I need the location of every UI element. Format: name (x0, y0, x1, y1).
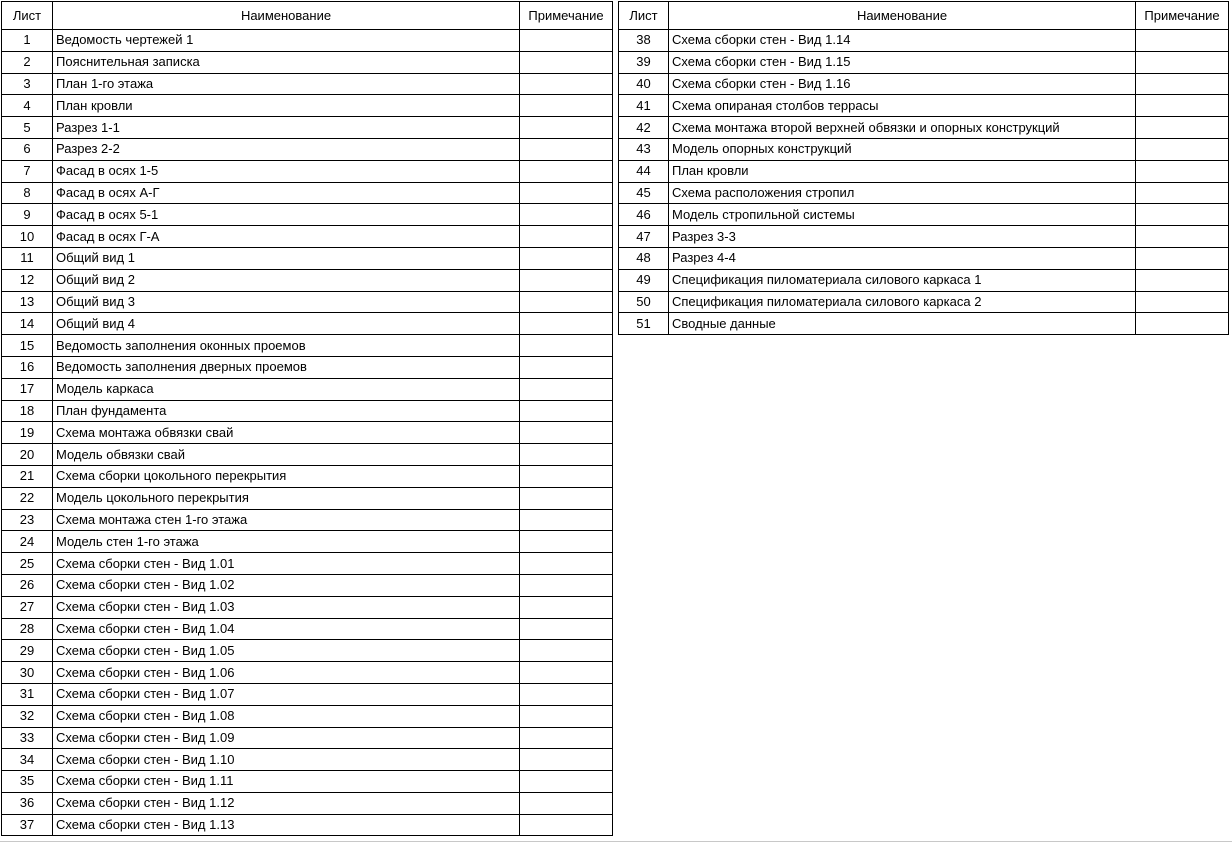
table-row (2, 640, 613, 662)
sheet-number-cell: 16 (2, 356, 53, 378)
sheet-note-cell (520, 95, 613, 117)
table-row (619, 95, 1229, 117)
sheet-name-cell: Схема сборки стен - Вид 1.16 (669, 73, 1136, 95)
table-row (2, 618, 613, 640)
sheet-number-cell: 3 (2, 73, 53, 95)
sheet-note-cell (520, 749, 613, 771)
sheet-name-cell: Схема сборки стен - Вид 1.05 (53, 640, 520, 662)
sheet-note-cell (1136, 51, 1229, 73)
table-row (2, 662, 613, 684)
sheet-name-cell: Схема монтажа стен 1-го этажа (53, 509, 520, 531)
sheet-number-cell: 6 (2, 138, 53, 160)
sheet-number-cell: 39 (619, 51, 669, 73)
sheet-name-cell: Фасад в осях Г-А (53, 226, 520, 248)
sheet-name-cell: Схема сборки стен - Вид 1.04 (53, 618, 520, 640)
table-row (2, 792, 613, 814)
sheet-number-cell: 25 (2, 553, 53, 575)
table-row (2, 335, 613, 357)
sheet-number-cell: 51 (619, 313, 669, 335)
table-body-left (2, 30, 613, 836)
sheet-note-cell (520, 509, 613, 531)
sheet-note-cell (1136, 313, 1229, 335)
sheet-number-cell: 24 (2, 531, 53, 553)
sheet-name-cell: Схема монтажа второй верхней обвязки и опорных конструкций (669, 117, 1136, 139)
sheet-name-cell: Фасад в осях 1-5 (53, 160, 520, 182)
sheet-name-cell: Ведомость чертежей 1 (53, 30, 520, 52)
sheet-name-cell: Схема сборки стен - Вид 1.08 (53, 705, 520, 727)
header-note: Примечание (520, 2, 613, 30)
sheet-name-cell: План кровли (53, 95, 520, 117)
sheet-number-cell: 17 (2, 378, 53, 400)
table-header-row (619, 2, 1229, 30)
sheet-name-cell: Схема сборки стен - Вид 1.15 (669, 51, 1136, 73)
sheet-note-cell (520, 727, 613, 749)
table-row (2, 509, 613, 531)
sheet-note-cell (520, 117, 613, 139)
sheet-name-cell: Разрез 4-4 (669, 247, 1136, 269)
table-row (2, 553, 613, 575)
sheet-name-cell: Схема расположения стропил (669, 182, 1136, 204)
table-row (619, 313, 1229, 335)
sheet-note-cell (1136, 226, 1229, 248)
sheet-name-cell: Общий вид 2 (53, 269, 520, 291)
sheet-note-cell (1136, 291, 1229, 313)
header-sheet: Лист (619, 2, 669, 30)
table-row (619, 269, 1229, 291)
sheet-number-cell: 28 (2, 618, 53, 640)
sheet-number-cell: 4 (2, 95, 53, 117)
table-row (2, 378, 613, 400)
sheet-note-cell (1136, 30, 1229, 52)
sheet-name-cell: План кровли (669, 160, 1136, 182)
sheet-number-cell: 34 (2, 749, 53, 771)
sheet-number-cell: 40 (619, 73, 669, 95)
table-row (2, 749, 613, 771)
sheet-note-cell (520, 553, 613, 575)
table-row (2, 596, 613, 618)
sheet-number-cell: 45 (619, 182, 669, 204)
table-body-right (619, 30, 1229, 335)
sheet-note-cell (520, 487, 613, 509)
header-sheet: Лист (2, 2, 53, 30)
table-row (2, 30, 613, 52)
sheet-number-cell: 41 (619, 95, 669, 117)
sheet-note-cell (1136, 95, 1229, 117)
table-row (2, 574, 613, 596)
table-row (619, 138, 1229, 160)
sheet-note-cell (1136, 182, 1229, 204)
sheet-note-cell (520, 291, 613, 313)
sheet-name-cell: Модель каркаса (53, 378, 520, 400)
sheet-name-cell: Ведомость заполнения дверных проемов (53, 356, 520, 378)
sheet-number-cell: 26 (2, 574, 53, 596)
sheet-number-cell: 36 (2, 792, 53, 814)
sheet-name-cell: Модель цокольного перекрытия (53, 487, 520, 509)
table-row (2, 313, 613, 335)
table-row (619, 30, 1229, 52)
sheet-number-cell: 29 (2, 640, 53, 662)
bottom-divider (0, 841, 1232, 842)
sheet-name-cell: Схема сборки стен - Вид 1.13 (53, 814, 520, 836)
sheet-note-cell (520, 204, 613, 226)
table-row (2, 51, 613, 73)
sheet-note-cell (520, 30, 613, 52)
sheet-number-cell: 10 (2, 226, 53, 248)
sheet-number-cell: 47 (619, 226, 669, 248)
sheet-number-cell: 30 (2, 662, 53, 684)
sheet-name-cell: Схема сборки стен - Вид 1.10 (53, 749, 520, 771)
sheet-name-cell: Разрез 2-2 (53, 138, 520, 160)
sheet-note-cell (1136, 138, 1229, 160)
sheet-note-cell (1136, 73, 1229, 95)
table-row (2, 138, 613, 160)
sheet-number-cell: 8 (2, 182, 53, 204)
sheet-note-cell (520, 662, 613, 684)
table-row (2, 771, 613, 793)
sheet-number-cell: 12 (2, 269, 53, 291)
sheet-note-cell (1136, 160, 1229, 182)
table-row (619, 247, 1229, 269)
sheet-note-cell (520, 792, 613, 814)
sheet-note-cell (1136, 247, 1229, 269)
table-row (2, 727, 613, 749)
sheet-name-cell: Модель обвязки свай (53, 444, 520, 466)
sheet-note-cell (520, 618, 613, 640)
table-row (2, 487, 613, 509)
sheet-number-cell: 43 (619, 138, 669, 160)
table-row (619, 226, 1229, 248)
sheet-name-cell: Общий вид 3 (53, 291, 520, 313)
table-row (619, 117, 1229, 139)
table-row (2, 160, 613, 182)
sheet-name-cell: Схема опираная столбов террасы (669, 95, 1136, 117)
sheet-number-cell: 11 (2, 247, 53, 269)
table-row (2, 356, 613, 378)
table-row (619, 73, 1229, 95)
sheet-number-cell: 2 (2, 51, 53, 73)
sheet-note-cell (520, 160, 613, 182)
sheet-name-cell: Схема сборки стен - Вид 1.07 (53, 683, 520, 705)
sheet-name-cell: Пояснительная записка (53, 51, 520, 73)
sheet-number-cell: 1 (2, 30, 53, 52)
sheet-name-cell: Схема сборки цокольного перекрытия (53, 465, 520, 487)
sheet-note-cell (520, 247, 613, 269)
sheet-number-cell: 49 (619, 269, 669, 291)
sheet-number-cell: 23 (2, 509, 53, 531)
sheet-number-cell: 42 (619, 117, 669, 139)
sheet-name-cell: План 1-го этажа (53, 73, 520, 95)
drawings-list-table-left (1, 1, 613, 836)
sheet-name-cell: Сводные данные (669, 313, 1136, 335)
sheet-note-cell (520, 640, 613, 662)
sheet-name-cell: Модель стен 1-го этажа (53, 531, 520, 553)
table-row (2, 814, 613, 836)
header-name: Наименование (669, 2, 1136, 30)
sheet-number-cell: 14 (2, 313, 53, 335)
table-row (2, 73, 613, 95)
sheet-name-cell: План фундамента (53, 400, 520, 422)
sheet-note-cell (520, 400, 613, 422)
table-row (2, 400, 613, 422)
sheet-name-cell: Спецификация пиломатериала силового каркаса 2 (669, 291, 1136, 313)
table-row (2, 705, 613, 727)
table-row (2, 247, 613, 269)
table-row (619, 182, 1229, 204)
sheet-number-cell: 48 (619, 247, 669, 269)
sheet-note-cell (520, 335, 613, 357)
sheet-number-cell: 7 (2, 160, 53, 182)
sheet-note-cell (520, 531, 613, 553)
sheet-number-cell: 9 (2, 204, 53, 226)
table-row (619, 160, 1229, 182)
table-row (2, 465, 613, 487)
table-row (619, 204, 1229, 226)
sheet-note-cell (520, 596, 613, 618)
sheet-name-cell: Фасад в осях 5-1 (53, 204, 520, 226)
table-row (2, 444, 613, 466)
sheet-name-cell: Ведомость заполнения оконных проемов (53, 335, 520, 357)
drawings-list-table-right (618, 1, 1229, 335)
sheet-number-cell: 37 (2, 814, 53, 836)
table-row (2, 531, 613, 553)
sheet-number-cell: 31 (2, 683, 53, 705)
sheet-name-cell: Схема сборки стен - Вид 1.03 (53, 596, 520, 618)
sheet-number-cell: 13 (2, 291, 53, 313)
sheet-note-cell (1136, 269, 1229, 291)
sheet-name-cell: Общий вид 4 (53, 313, 520, 335)
sheet-name-cell: Схема сборки стен - Вид 1.02 (53, 574, 520, 596)
sheet-note-cell (520, 226, 613, 248)
sheet-note-cell (520, 705, 613, 727)
table-header-row (2, 2, 613, 30)
table-row (2, 95, 613, 117)
sheet-note-cell (520, 51, 613, 73)
table-row (2, 269, 613, 291)
sheet-number-cell: 19 (2, 422, 53, 444)
sheet-number-cell: 32 (2, 705, 53, 727)
sheet-name-cell: Модель опорных конструкций (669, 138, 1136, 160)
table-row (2, 204, 613, 226)
sheet-note-cell (520, 138, 613, 160)
sheet-number-cell: 44 (619, 160, 669, 182)
header-name: Наименование (53, 2, 520, 30)
sheet-note-cell (520, 73, 613, 95)
table-row (2, 291, 613, 313)
sheet-name-cell: Спецификация пиломатериала силового каркаса 1 (669, 269, 1136, 291)
sheet-number-cell: 20 (2, 444, 53, 466)
sheet-note-cell (520, 422, 613, 444)
sheet-note-cell (520, 269, 613, 291)
sheet-name-cell: Схема сборки стен - Вид 1.14 (669, 30, 1136, 52)
sheet-number-cell: 15 (2, 335, 53, 357)
sheet-note-cell (520, 574, 613, 596)
sheet-number-cell: 38 (619, 30, 669, 52)
sheet-note-cell (520, 356, 613, 378)
sheet-name-cell: Схема сборки стен - Вид 1.01 (53, 553, 520, 575)
sheet-number-cell: 18 (2, 400, 53, 422)
sheet-number-cell: 33 (2, 727, 53, 749)
sheet-number-cell: 5 (2, 117, 53, 139)
sheet-name-cell: Схема сборки стен - Вид 1.06 (53, 662, 520, 684)
table-row (2, 117, 613, 139)
sheet-note-cell (520, 814, 613, 836)
header-note: Примечание (1136, 2, 1229, 30)
sheet-note-cell (520, 378, 613, 400)
sheet-number-cell: 22 (2, 487, 53, 509)
sheet-name-cell: Схема сборки стен - Вид 1.12 (53, 792, 520, 814)
table-row (619, 291, 1229, 313)
sheet-name-cell: Модель стропильной системы (669, 204, 1136, 226)
sheet-name-cell: Схема сборки стен - Вид 1.11 (53, 771, 520, 793)
sheet-name-cell: Схема монтажа обвязки свай (53, 422, 520, 444)
table-row (2, 422, 613, 444)
sheet-note-cell (520, 313, 613, 335)
sheet-name-cell: Разрез 1-1 (53, 117, 520, 139)
sheet-note-cell (1136, 204, 1229, 226)
sheet-note-cell (520, 683, 613, 705)
sheet-number-cell: 50 (619, 291, 669, 313)
sheet-number-cell: 27 (2, 596, 53, 618)
sheet-note-cell (1136, 117, 1229, 139)
table-row (2, 683, 613, 705)
table-row (2, 226, 613, 248)
sheet-name-cell: Схема сборки стен - Вид 1.09 (53, 727, 520, 749)
sheet-name-cell: Разрез 3-3 (669, 226, 1136, 248)
sheet-number-cell: 21 (2, 465, 53, 487)
sheet-name-cell: Общий вид 1 (53, 247, 520, 269)
sheet-note-cell (520, 182, 613, 204)
sheet-note-cell (520, 465, 613, 487)
table-row (2, 182, 613, 204)
sheet-number-cell: 35 (2, 771, 53, 793)
sheet-note-cell (520, 771, 613, 793)
sheet-note-cell (520, 444, 613, 466)
table-row (619, 51, 1229, 73)
sheet-number-cell: 46 (619, 204, 669, 226)
sheet-name-cell: Фасад в осях А-Г (53, 182, 520, 204)
